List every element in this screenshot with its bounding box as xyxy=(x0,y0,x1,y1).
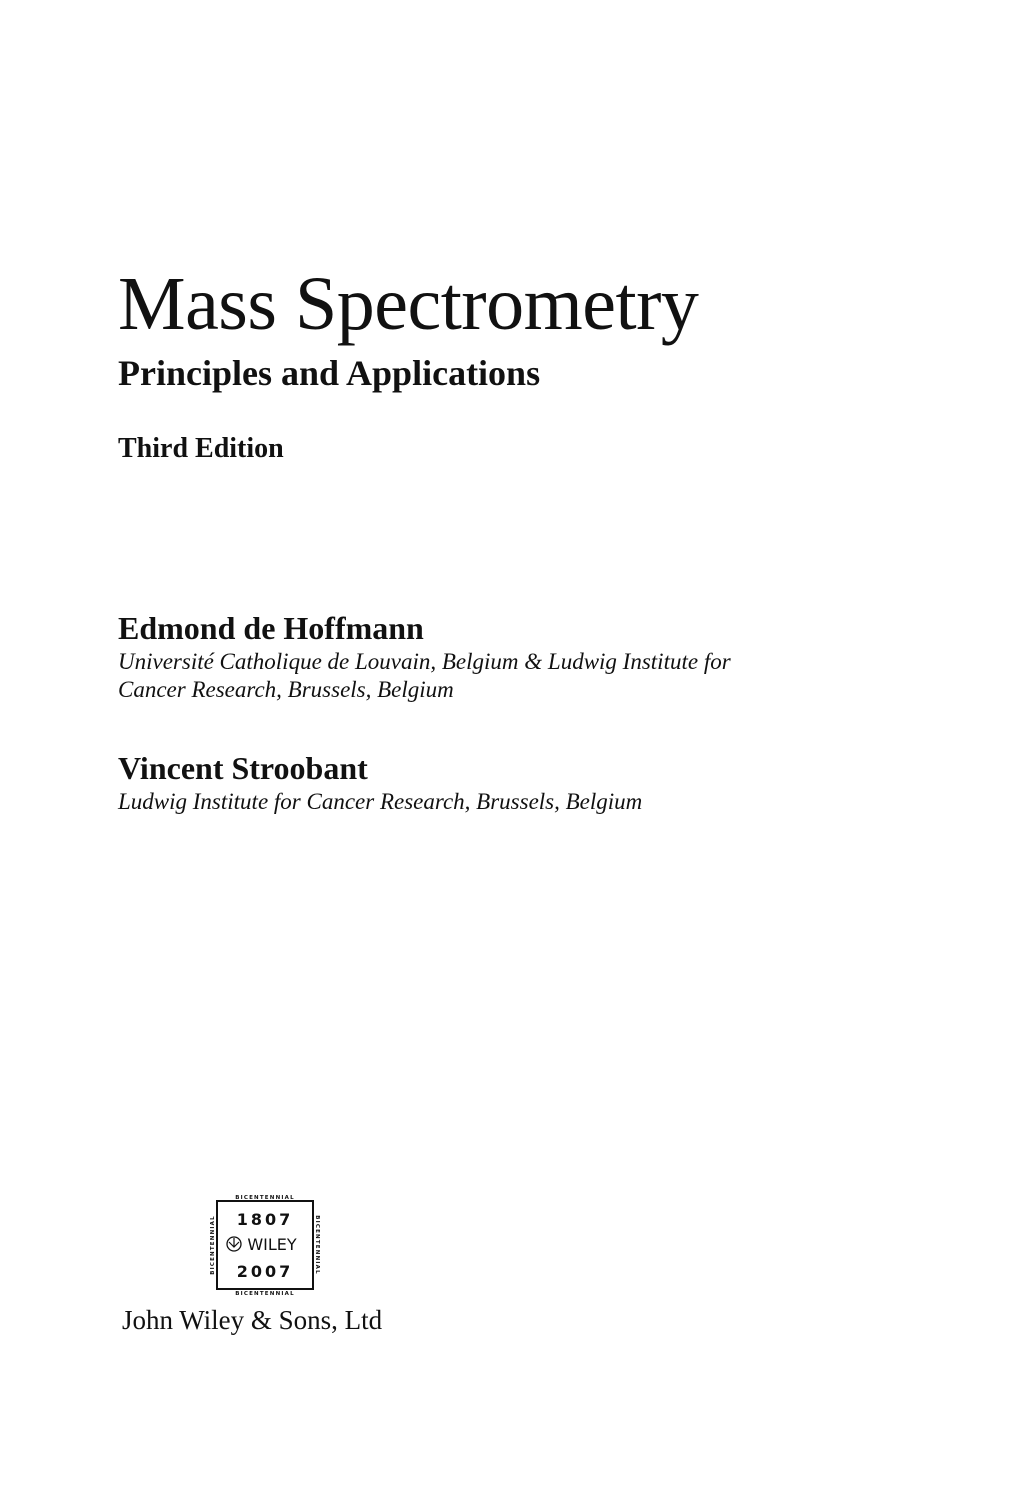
logo-border-text-right: BICENTENNIAL xyxy=(314,1215,320,1275)
publisher-name: John Wiley & Sons, Ltd xyxy=(122,1305,383,1335)
wiley-bicentennial-logo xyxy=(210,1194,320,1296)
logo-border-text-left: BICENTENNIAL xyxy=(210,1215,216,1275)
book-subtitle: Principles and Applications xyxy=(118,353,541,393)
logo-border-text-top: BICENTENNIAL xyxy=(235,1195,295,1201)
author-affiliation-1-line-1: Université Catholique de Louvain, Belgium & Ludwig Institute for xyxy=(118,649,731,674)
author-name-1: Edmond de Hoffmann xyxy=(118,610,424,646)
logo-year-end: 2007 xyxy=(236,1262,294,1281)
logo-brand: WILEY xyxy=(247,1235,297,1254)
author-name-2: Vincent Stroobant xyxy=(118,750,368,786)
book-title: Mass Spectrometry xyxy=(118,262,699,346)
book-edition: Third Edition xyxy=(118,433,284,464)
logo-border-text-bottom: BICENTENNIAL xyxy=(235,1291,295,1296)
logo-year-start: 1807 xyxy=(236,1210,294,1229)
author-affiliation-2-line-1: Ludwig Institute for Cancer Research, Brussels, Belgium xyxy=(118,789,643,814)
author-affiliation-1-line-2: Cancer Research, Brussels, Belgium xyxy=(118,677,454,702)
